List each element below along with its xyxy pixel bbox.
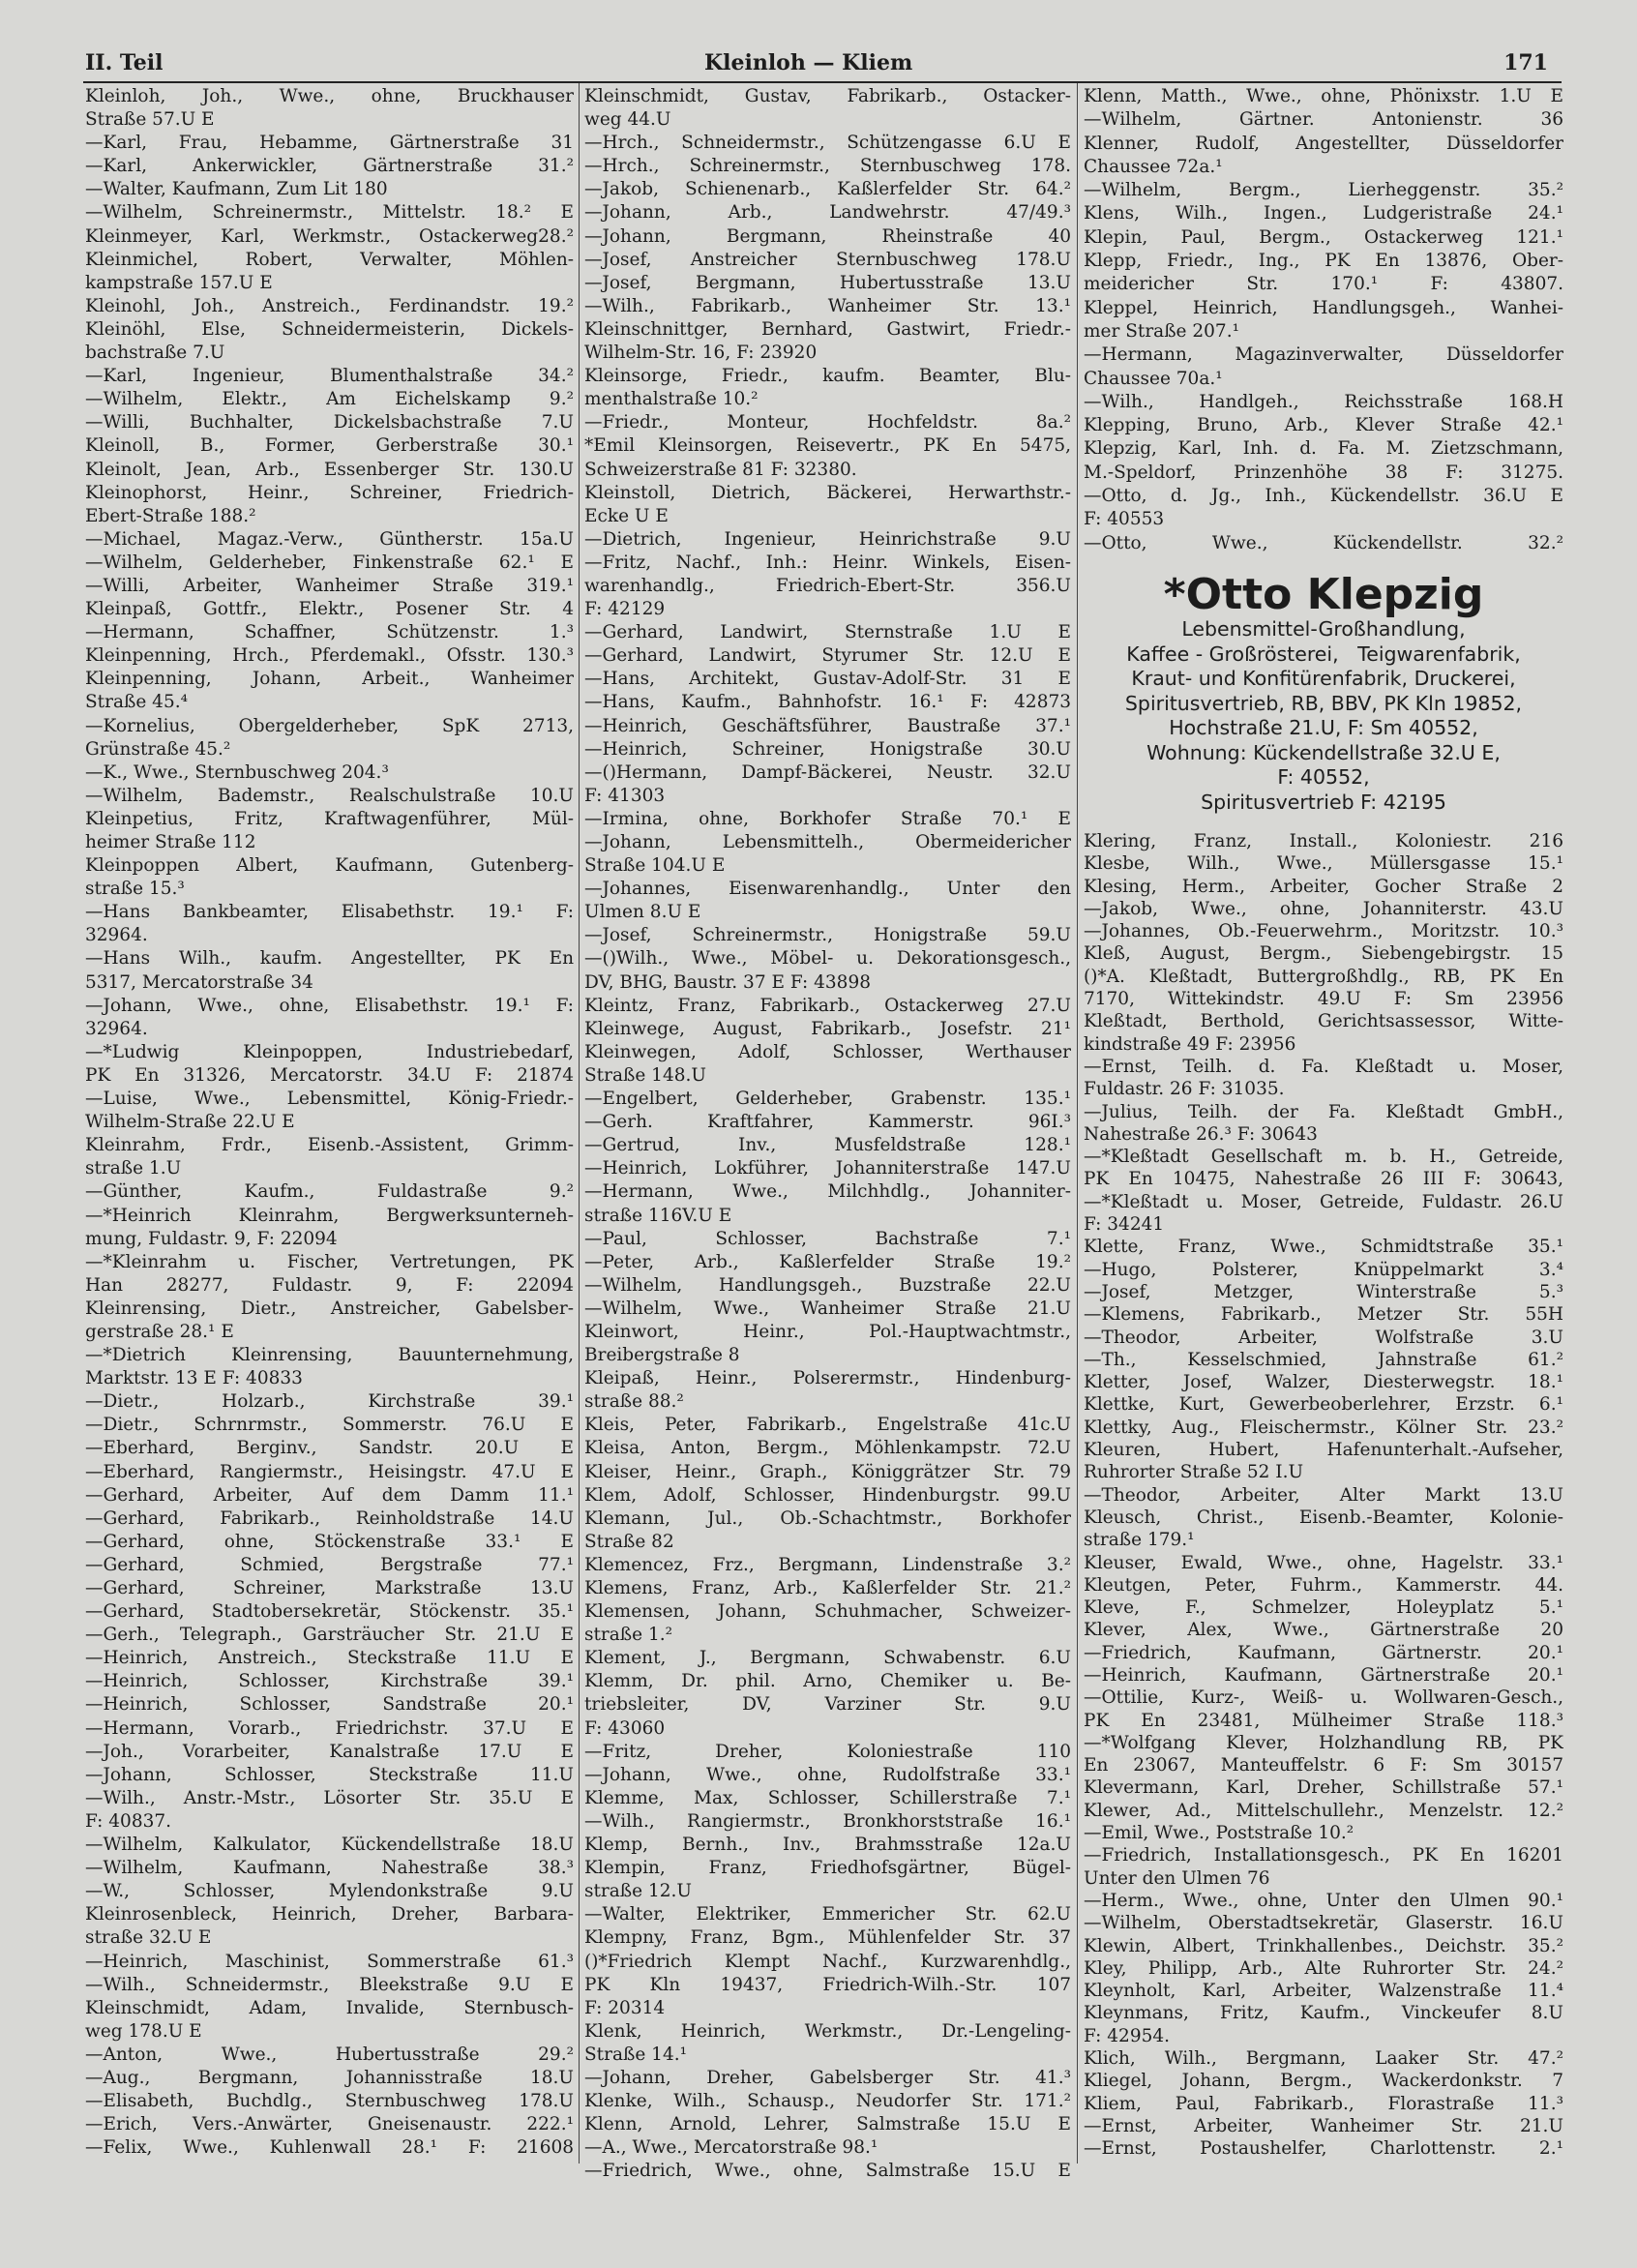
directory-entry-line: F: 20314 (584, 1997, 666, 2018)
directory-entry-line: —Johannes, Eisenwarenhandlg., Unter den (584, 879, 1071, 900)
directory-entry-line: 7170, Wittekindstr. 49.U F: Sm 23956 (1084, 989, 1563, 1010)
advertisement-line: Hochstraße 21.U, F: Sm 40552, (1169, 716, 1478, 739)
directory-entry-line: —Heinrich, Schreiner, Honigstraße 30.U (584, 738, 1071, 760)
directory-entry-line: F: 40837. (85, 1810, 172, 1832)
directory-entry-line: Breibergstraße 8 (584, 1345, 740, 1366)
directory-entry-line: Kleisa, Anton, Bergm., Möhlenkampstr. 72.U (584, 1438, 1071, 1459)
directory-entry-line: Kleinoll, B., Former, Gerberstraße 30.¹ (85, 435, 574, 457)
directory-entry-line: —Elisabeth, Buchdlg., Sternbuschweg 178.U (85, 2091, 574, 2112)
column-divider (1077, 83, 1078, 2164)
directory-entry-line: F: 40553 (1084, 509, 1165, 530)
directory-entry-line: mer Straße 207.¹ (1084, 320, 1239, 342)
directory-entry-line: —Walter, Elektriker, Emmericher Str. 62.U (584, 1904, 1071, 1925)
column-middle (584, 85, 1071, 2183)
directory-entry-line: —Josef, Anstreicher Sternbuschweg 178.U (584, 249, 1071, 270)
directory-entry-line: —Joh., Vorarbeiter, Kanalstraße 17.U E (85, 1741, 574, 1762)
directory-entry-line: —Johann, Arb., Landwehrstr. 47/49.³ (584, 202, 1071, 224)
directory-entry-line: Klepzig, Karl, Inh. d. Fa. M. Zietzschmann, (1084, 438, 1563, 460)
directory-entry-line: —*Kleßtadt Gesellschaft m. b. H., Getreide, (1084, 1147, 1563, 1168)
directory-entry-line: —Hans, Kaufm., Bahnhofstr. 16.¹ F: 42873 (584, 692, 1071, 713)
directory-entry-line: Schweizerstraße 81 F: 32380. (584, 459, 857, 480)
directory-entry-line: —Gerhard, Arbeiter, Auf dem Damm 11.¹ (85, 1484, 574, 1506)
directory-entry-line: —Hermann, Wwe., Milchhdlg., Johanniter- (584, 1181, 1071, 1203)
directory-entry-line: Kleinschmidt, Gustav, Fabrikarb., Ostacker- (584, 86, 1071, 106)
directory-entry-line: —Heinrich, Schlosser, Sandstraße 20.¹ (85, 1694, 574, 1716)
directory-entry-line: —Gerhard, Schmied, Bergstraße 77.¹ (85, 1554, 574, 1575)
directory-entry-line: Kleve, F., Schmelzer, Holeyplatz 5.¹ (1084, 1597, 1563, 1619)
directory-entry-line: —Erich, Vers.-Anwärter, Gneisenaustr. 222.¹ (85, 2114, 574, 2135)
directory-entry-line: Kleinolt, Jean, Arb., Essenberger Str. 130.U (85, 459, 574, 480)
directory-entry-line: —Luise, Wwe., Lebensmittel, König-Friedr.- (85, 1089, 574, 1110)
directory-entry-line: ()*A. Kleßtadt, Buttergroßhdlg., RB, PK En (1084, 966, 1563, 987)
directory-entry-line: Kleinschmidt, Adam, Invalide, Sternbusch- (85, 1997, 574, 2018)
directory-entry-line: —Hans Wilh., kaufm. Angestellter, PK En (85, 948, 574, 970)
directory-entry-line: —K., Wwe., Sternbuschweg 204.³ (85, 761, 389, 783)
directory-entry-line: —Josef, Metzger, Winterstraße 5.³ (1084, 1281, 1563, 1302)
directory-entry-line: —Johann, Wwe., ohne, Elisabethstr. 19.¹ F: (85, 995, 574, 1016)
directory-entry-line: Klepp, Friedr., Ing., PK En 13876, Ober- (1084, 251, 1563, 272)
directory-entry-line: —Johann, Lebensmittelh., Obermeidericher (584, 832, 1071, 852)
directory-entry-line: —*Wolfgang Klever, Holzhandlung RB, PK (1084, 1732, 1563, 1753)
directory-entry-line: weg 44.U (584, 109, 671, 131)
directory-entry-line: Klesbe, Wilh., Wwe., Müllersgasse 15.¹ (1084, 853, 1563, 875)
directory-entry-line: —Johann, Schlosser, Steckstraße 11.U (85, 1764, 574, 1785)
directory-entry-line: —Wilh., Handlgeh., Reichsstraße 168.H (1084, 391, 1563, 412)
directory-entry-line: —Gertrud, Inv., Musfeldstraße 128.¹ (584, 1135, 1071, 1156)
directory-entry-line: Straße 14.¹ (584, 2044, 688, 2065)
directory-entry-line: —Klemens, Fabrikarb., Metzer Str. 55H (1084, 1304, 1563, 1326)
column-divider (579, 83, 580, 2164)
advertisement-line: Wohnung: Kückendellstraße 32.U E, (1146, 740, 1501, 764)
directory-entry-line: Kleinpetius, Fritz, Kraftwagenführer, Mül- (85, 808, 574, 829)
directory-entry-line: —Josef, Schreinermstr., Honigstraße 59.U (584, 925, 1071, 946)
directory-entry-line: Klesing, Herm., Arbeiter, Gocher Straße 2 (1084, 876, 1563, 897)
directory-entry-line: —Herm., Wwe., ohne, Unter den Ulmen 90.¹ (1084, 1890, 1563, 1911)
directory-entry-line: —Hermann, Schaffner, Schützenstr. 1.³ (85, 622, 574, 643)
directory-entry-line: —Jakob, Wwe., ohne, Johanniterstr. 43.U (1084, 898, 1563, 919)
directory-entry-line: M.-Speldorf, Prinzenhöhe 38 F: 31275. (1084, 462, 1563, 483)
directory-entry-line: Kleinohl, Joh., Anstreich., Ferdinandstr. 19.² (85, 295, 574, 316)
directory-entry-line: —Emil, Wwe., Poststraße 10.² (1084, 1823, 1354, 1844)
directory-entry-line: —Willi, Buchhalter, Dickelsbachstraße 7.U (85, 412, 574, 433)
directory-entry-line: Klepin, Paul, Bergm., Ostackerweg 121.¹ (1084, 226, 1563, 248)
directory-entry-line: —()Wilh., Wwe., Möbel- u. Dekorationsgesch., (584, 948, 1071, 970)
directory-entry-line: Kleinpaß, Gottfr., Elektr., Posener Str. 4 (85, 599, 574, 620)
directory-entry-line: —Karl, Ingenieur, Blumenthalstraße 34.² (85, 366, 574, 387)
directory-entry-line: Kleipaß, Heinr., Polserermstr., Hindenburg- (584, 1368, 1071, 1389)
directory-entry-line: —Hrch., Schreinermstr., Sternbuschweg 178. (584, 156, 1071, 177)
directory-entry-line: triebsleiter, DV, Varziner Str. 9.U (584, 1694, 1071, 1716)
directory-entry-line: —A., Wwe., Mercatorstraße 98.¹ (584, 2137, 878, 2159)
directory-entry-line: Kleis, Peter, Fabrikarb., Engelstraße 41c.U (584, 1415, 1071, 1436)
directory-entry-line: Kleiser, Heinr., Graph., Königgrätzer Str. 79 (584, 1461, 1071, 1482)
directory-entry-line: kindstraße 49 F: 23956 (1084, 1033, 1296, 1055)
directory-entry-line: —Heinrich, Schlosser, Kirchstraße 39.¹ (85, 1671, 574, 1692)
directory-entry-line: Kleinmeyer, Karl, Werkmstr., Ostackerweg28.² (85, 225, 574, 247)
directory-entry-line: straße 88.² (584, 1391, 684, 1413)
directory-entry-line: —*Dietrich Kleinrensing, Bauunternehmung, (85, 1345, 574, 1366)
directory-entry-line: gerstraße 28.¹ E (85, 1321, 234, 1342)
directory-entry-line: Klenk, Heinrich, Werkmstr., Dr.-Lengeling- (584, 2020, 1071, 2042)
directory-entry-line: —Wilhelm, Wwe., Wanheimer Straße 21.U (584, 1298, 1071, 1319)
directory-entry-line: Chaussee 70a.¹ (1084, 368, 1223, 389)
directory-entry-line: Klevermann, Karl, Dreher, Schillstraße 57.¹ (1084, 1777, 1563, 1799)
directory-entry-line: menthalstraße 10.² (584, 389, 759, 410)
directory-entry-line: —Fritz, Nachf., Inh.: Heinr. Winkels, Eisen- (584, 552, 1071, 573)
directory-entry-line: —Felix, Wwe., Kuhlenwall 28.¹ F: 21608 (85, 2137, 574, 2159)
directory-entry-line: —Walter, Kaufmann, Zum Lit 180 (85, 179, 388, 200)
directory-entry-line: Kleinwegen, Adolf, Schlosser, Werthauser (584, 1041, 1071, 1062)
directory-entry-line: —Karl, Ankerwickler, Gärtnerstraße 31.² (85, 156, 574, 177)
directory-entry-line: Kleinsorge, Friedr., kaufm. Beamter, Blu- (584, 366, 1071, 387)
directory-entry-line: *Emil Kleinsorgen, Reisevertr., PK En 5475, (584, 435, 1071, 457)
directory-entry-line: straße 32.U E (85, 1927, 212, 1949)
directory-entry-line: Kleutgen, Peter, Fuhrm., Kammerstr. 44. (1084, 1574, 1563, 1596)
directory-entry-line: Klemp, Bernh., Inv., Brahmsstraße 12a.U (584, 1835, 1071, 1856)
directory-entry-line: straße 12.U (584, 1881, 692, 1902)
directory-entry-line: Kleinpenning, Johann, Arbeit., Wanheimer (85, 669, 574, 690)
directory-entry-line: Kleinstoll, Dietrich, Bäckerei, Herwarthstr.- (584, 482, 1071, 503)
directory-entry-line: En 23067, Manteuffelstr. 6 F: Sm 30157 (1084, 1755, 1563, 1776)
directory-entry-line: Kleynmans, Fritz, Kaufm., Vinckeufer 8.U (1084, 2003, 1563, 2024)
directory-entry-line: —Theodor, Arbeiter, Wolfstraße 3.U (1084, 1327, 1563, 1348)
advertisement-line: Kraut- und Konfitürenfabrik, Druckerei, (1131, 667, 1516, 690)
directory-entry-line: —Peter, Arb., Kaßlerfelder Straße 19.² (584, 1251, 1071, 1272)
page-number: 171 (1503, 50, 1548, 75)
directory-entry-line: Klewer, Ad., Mittelschullehr., Menzelstr. 12.² (1084, 1800, 1563, 1821)
directory-entry-line: —Friedrich, Kaufmann, Gärtnerstr. 20.¹ (1084, 1642, 1563, 1663)
directory-entry-line: Ulmen 8.U E (584, 902, 701, 923)
directory-entry-line: —Gerhard, Fabrikarb., Reinholdstraße 14.U (85, 1507, 574, 1529)
advertisement-line: Spiritusvertrieb, RB, BBV, PK Kln 19852, (1124, 691, 1523, 715)
directory-entry-line: —Hermann, Vorarb., Friedrichstr. 37.U E (85, 1717, 574, 1739)
directory-entry-line: —Johann, Bergmann, Rheinstraße 40 (584, 225, 1071, 247)
directory-entry-line: F: 41303 (584, 785, 666, 806)
directory-entry-line: —Michael, Magaz.-Verw., Güntherstr. 15a.U (85, 528, 574, 550)
directory-entry-line: —*Kleßtadt u. Moser, Getreide, Fuldastr. 26.U (1084, 1191, 1563, 1212)
directory-entry-line: Marktstr. 13 E F: 40833 (85, 1368, 303, 1389)
directory-entry-line: —Aug., Bergmann, Johannisstraße 18.U (85, 2067, 574, 2088)
directory-entry-line: —Friedr., Monteur, Hochfeldstr. 8a.² (584, 412, 1071, 433)
directory-entry-line: Klich, Wilh., Bergmann, Laaker Str. 47.² (1084, 2048, 1563, 2070)
column-left (85, 85, 574, 2160)
directory-entry-line: —Wilhelm, Kaufmann, Nahestraße 38.³ (85, 1858, 574, 1879)
directory-entry-line: Kleynholt, Karl, Arbeiter, Walzenstraße 11.⁴ (1084, 1981, 1563, 2002)
directory-entry-line: Straße 45.⁴ (85, 692, 189, 713)
directory-entry-line: —Dietr., Holzarb., Kirchstraße 39.¹ (85, 1391, 574, 1413)
directory-entry-line: Klempin, Franz, Friedhofsgärtner, Bügel- (584, 1858, 1071, 1879)
directory-entry-line: Kleinophorst, Heinr., Schreiner, Friedrich- (85, 482, 574, 503)
directory-entry-line: Kleinmichel, Robert, Verwalter, Möhlen- (85, 249, 574, 270)
directory-entry-line: PK En 23481, Mülheimer Straße 118.³ (1084, 1710, 1563, 1731)
directory-entry-line: —Wilh., Fabrikarb., Wanheimer Str. 13.¹ (584, 295, 1071, 316)
directory-entry-line: —Gerh. Kraftfahrer, Kammerstr. 96I.³ (584, 1112, 1071, 1133)
directory-entry-line: —Günther, Kaufm., Fuldastraße 9.² (85, 1181, 574, 1203)
directory-entry-line: Klemens, Franz, Arb., Kaßlerfelder Str. 21.² (584, 1578, 1071, 1598)
directory-entry-line: —Johann, Wwe., ohne, Rudolfstraße 33.¹ (584, 1764, 1071, 1785)
directory-entry-line: —Julius, Teilh. der Fa. Kleßtadt GmbH., (1084, 1101, 1563, 1122)
directory-entry-line: —Gerhard, Schreiner, Markstraße 13.U (85, 1578, 574, 1598)
directory-entry-line: warenhandlg., Friedrich-Ebert-Str. 356.U (584, 575, 1071, 596)
directory-entry-line: Klenke, Wilh., Schausp., Neudorfer Str. 171.² (584, 2091, 1071, 2112)
directory-entry-line: —Fritz, Dreher, Koloniestraße 110 (584, 1741, 1071, 1762)
header-rule (83, 81, 1562, 83)
directory-entry-line: —Otto, d. Jg., Inh., Kückendellstr. 36.U E (1084, 486, 1563, 507)
directory-entry-line: Straße 57.U E (85, 109, 215, 131)
directory-entry-line: Klever, Alex, Wwe., Gärtnerstraße 20 (1084, 1620, 1563, 1641)
directory-entry-line: —Gerh., Telegraph., Garsträucher Str. 21.U E (85, 1625, 574, 1646)
directory-entry-line: Klemensen, Johann, Schuhmacher, Schweizer- (584, 1601, 1071, 1623)
advertisement-line: Spiritusvertrieb F: 42195 (1201, 790, 1446, 814)
directory-entry-line: Klement, J., Bergmann, Schwabenstr. 6.U (584, 1648, 1071, 1669)
directory-entry-line: Kleinwort, Heinr., Pol.-Hauptwachtmstr., (584, 1321, 1071, 1342)
directory-entry-line: PK En 10475, Nahestraße 26 III F: 30643, (1084, 1169, 1563, 1190)
directory-entry-line: —Wilh., Rangiermstr., Bronkhorststraße 16.¹ (584, 1810, 1071, 1832)
directory-entry-line: Ruhrorter Straße 52 I.U (1084, 1462, 1304, 1483)
directory-entry-line: —Wilhelm, Handlungsgeh., Buzstraße 22.U (584, 1274, 1071, 1296)
directory-entry-line: —Jakob, Schienenarb., Kaßlerfelder Str. 64.² (584, 179, 1071, 200)
directory-entry-line: Kleuren, Hubert, Hafenunterhalt.-Aufseher, (1084, 1440, 1563, 1461)
directory-entry-line: Chaussee 72a.¹ (1084, 156, 1223, 177)
directory-entry-line: PK Kln 19437, Friedrich-Wilh.-Str. 107 (584, 1974, 1071, 1995)
directory-entry-line: —Gerhard, Landwirt, Styrumer Str. 12.U E (584, 645, 1071, 667)
directory-entry-line: straße 179.¹ (1084, 1530, 1195, 1551)
directory-entry-line: —Friedrich, Wwe., ohne, Salmstraße 15.U E (584, 2161, 1071, 2182)
directory-entry-line: Kleßtadt, Berthold, Gerichtsassessor, Witte- (1084, 1011, 1563, 1032)
directory-entry-line: —Irmina, ohne, Borkhofer Straße 70.¹ E (584, 808, 1071, 829)
directory-entry-line: Klemencez, Frz., Bergmann, Lindenstraße 3.² (584, 1554, 1071, 1575)
directory-entry-line: —Hrch., Schneidermstr., Schützengasse 6.U E (584, 133, 1071, 154)
directory-entry-line: —()Hermann, Dampf-Bäckerei, Neustr. 32.U (584, 761, 1071, 783)
directory-entry-line: —Wilhelm, Kalkulator, Kückendellstraße 18.U (85, 1835, 574, 1856)
directory-entry-line: —Otto, Wwe., Kückendellstr. 32.² (1084, 532, 1563, 553)
directory-entry-line: kampstraße 157.U E (85, 272, 273, 293)
column-right-bottom (1084, 830, 1563, 2161)
directory-entry-line: F: 34241 (1084, 1214, 1165, 1236)
directory-entry-line: —Wilhelm, Gelderheber, Finkenstraße 62.¹ E (85, 552, 574, 573)
directory-entry-line: Kleuser, Ewald, Wwe., ohne, Hagelstr. 33.¹ (1084, 1552, 1563, 1573)
directory-entry-line: Klemme, Max, Schlosser, Schillerstraße 7.¹ (584, 1787, 1071, 1808)
directory-entry-line: Kleintz, Franz, Fabrikarb., Ostackerweg 27.U (584, 995, 1071, 1016)
directory-entry-line: —Josef, Bergmann, Hubertusstraße 13.U (584, 272, 1071, 293)
directory-entry-line: Klenn, Arnold, Lehrer, Salmstraße 15.U E (584, 2114, 1071, 2135)
directory-entry-line: —*Heinrich Kleinrahm, Bergwerksunterneh- (85, 1205, 574, 1226)
directory-entry-line: —Wilhelm, Gärtner. Antonienstr. 36 (1084, 109, 1563, 131)
directory-entry-line: straße 1.² (584, 1625, 673, 1646)
directory-entry-line: —Paul, Schlosser, Bachstraße 7.¹ (584, 1228, 1071, 1249)
directory-entry-line: —Hans Bankbeamter, Elisabethstr. 19.¹ F: (85, 902, 574, 923)
directory-entry-line: —Hermann, Magazinverwalter, Düsseldorfer (1084, 344, 1563, 366)
directory-entry-line: —Theodor, Arbeiter, Alter Markt 13.U (1084, 1484, 1563, 1506)
advertisement-line: F: 40552, (1277, 765, 1370, 789)
directory-entry-line: —Heinrich, Kaufmann, Gärtnerstraße 20.¹ (1084, 1664, 1563, 1686)
directory-entry-line: Kliem, Paul, Fabrikarb., Florastraße 11.³ (1084, 2093, 1563, 2114)
directory-entry-line: Straße 148.U (584, 1064, 706, 1086)
directory-entry-line: —Wilh., Anstr.-Mstr., Lösorter Str. 35.U E (85, 1787, 574, 1808)
directory-entry-line: —Karl, Frau, Hebamme, Gärtnerstraße 31 (85, 133, 574, 154)
directory-entry-line: —Heinrich, Geschäftsführer, Baustraße 37.¹ (584, 715, 1071, 736)
directory-entry-line: Kletter, Josef, Walzer, Diesterwegstr. 18.¹ (1084, 1372, 1563, 1393)
directory-entry-line: Klemann, Jul., Ob.-Schachtmstr., Borkhofer (584, 1507, 1071, 1529)
directory-entry-line: —Wilhelm, Elektr., Am Eichelskamp 9.² (85, 389, 574, 410)
directory-entry-line: Klettky, Aug., Fleischermstr., Kölner Str. 23.² (1084, 1417, 1563, 1438)
directory-entry-line: Klettke, Kurt, Gewerbeoberlehrer, Erzstr. 6.¹ (1084, 1394, 1563, 1416)
directory-entry-line: —Willi, Arbeiter, Wanheimer Straße 319.¹ (85, 575, 574, 596)
directory-entry-line: —Ottilie, Kurz-, Weiß- u. Wollwaren-Gesch., (1084, 1687, 1563, 1709)
directory-entry-line: Kley, Philipp, Arb., Alte Ruhrorter Str. 24.² (1084, 1957, 1563, 1979)
directory-entry-line: Grünstraße 45.² (85, 738, 231, 760)
directory-entry-line: Wilhelm-Str. 16, F: 23920 (584, 343, 818, 364)
directory-entry-line: Klering, Franz, Install., Koloniestr. 216 (1084, 831, 1563, 851)
directory-entry-line: —Anton, Wwe., Hubertusstraße 29.² (85, 2044, 574, 2065)
directory-entry-line: —Heinrich, Maschinist, Sommerstraße 61.³ (85, 1951, 574, 1972)
directory-entry-line: —Ernst, Postaushelfer, Charlottenstr. 2.¹ (1084, 2138, 1563, 2160)
directory-entry-line: Nahestraße 26.³ F: 30643 (1084, 1123, 1318, 1145)
directory-entry-line: mung, Fuldastr. 9, F: 22094 (85, 1228, 338, 1249)
directory-entry-line: —*Kleinrahm u. Fischer, Vertretungen, PK (85, 1251, 574, 1272)
directory-entry-line: —Friedrich, Installationsgesch., PK En 16201 (1084, 1845, 1563, 1866)
directory-entry-line: —Dietrich, Ingenieur, Heinrichstraße 9.U (584, 528, 1071, 550)
directory-entry-line: heimer Straße 112 (85, 832, 256, 852)
directory-entry-line: —Ernst, Arbeiter, Wanheimer Str. 21.U (1084, 2115, 1563, 2136)
directory-entry-line: —Johann, Dreher, Gabelsberger Str. 41.³ (584, 2067, 1071, 2088)
directory-entry-line: —Kornelius, Obergelderheber, SpK 2713, (85, 715, 574, 736)
directory-entry-line: F: 42129 (584, 599, 666, 620)
directory-entry-line: —Hans, Architekt, Gustav-Adolf-Str. 31 E (584, 669, 1071, 690)
directory-entry-line: bachstraße 7.U (85, 343, 225, 364)
directory-entry-line: —Gerhard, Stadtobersekretär, Stöckenstr. 35.¹ (85, 1601, 574, 1623)
directory-entry-line: Ecke U E (584, 505, 669, 526)
directory-entry-line: —W., Schlosser, Mylendonkstraße 9.U (85, 1881, 574, 1902)
directory-entry-line: —*Ludwig Kleinpoppen, Industriebedarf, (85, 1041, 574, 1062)
directory-entry-line: 32964. (85, 1018, 148, 1039)
directory-entry-line: Ebert-Straße 188.² (85, 505, 256, 526)
advertisement-otto-klepzig (1084, 570, 1563, 815)
page-header (85, 50, 1558, 83)
directory-entry-line: —Engelbert, Gelderheber, Grabenstr. 135.¹ (584, 1089, 1071, 1110)
directory-entry-line: —Heinrich, Lokführer, Johanniterstraße 147.U (584, 1158, 1071, 1179)
directory-entry-line: Fuldastr. 26 F: 31035. (1084, 1079, 1285, 1100)
directory-entry-line: Klewin, Albert, Trinkhallenbes., Deichstr. 35.² (1084, 1935, 1563, 1956)
directory-entry-line: —Wilh., Schneidermstr., Bleekstraße 9.U E (85, 1974, 574, 1995)
directory-entry-line: Kleinöhl, Else, Schneidermeisterin, Dickels- (85, 318, 574, 340)
directory-entry-line: Kleinwege, August, Fabrikarb., Josefstr. 21¹ (584, 1018, 1071, 1039)
directory-entry-line: Kleinpenning, Hrch., Pferdemakl., Ofsstr. 130.³ (85, 645, 574, 667)
directory-entry-line: Kleppel, Heinrich, Handlungsgeh., Wanhei- (1084, 297, 1563, 318)
directory-entry-line: Klemm, Dr. phil. Arno, Chemiker u. Be- (584, 1671, 1071, 1692)
directory-entry-line: —Ernst, Teilh. d. Fa. Kleßtadt u. Moser, (1084, 1056, 1563, 1077)
directory-entry-line: Kleinloh, Joh., Wwe., ohne, Bruckhauser (85, 86, 574, 106)
directory-entry-line: Straße 82 (584, 1531, 674, 1552)
directory-entry-line: 5317, Mercatorstraße 34 (85, 971, 313, 993)
directory-entry-line: —Hugo, Polsterer, Knüppelmarkt 3.⁴ (1084, 1259, 1563, 1280)
directory-entry-line: meidericher Str. 170.¹ F: 43807. (1084, 274, 1563, 295)
directory-entry-line: Straße 104.U E (584, 855, 726, 877)
directory-entry-line: Klem, Adolf, Schlosser, Hindenburgstr. 99.U (584, 1484, 1071, 1506)
directory-entry-line: Klens, Wilh., Ingen., Ludgeristraße 24.¹ (1084, 203, 1563, 224)
directory-entry-line: Han 28277, Fuldastr. 9, F: 22094 (85, 1274, 574, 1296)
directory-entry-line: —Wilhelm, Bergm., Lierheggenstr. 35.² (1084, 180, 1563, 201)
directory-entry-line: Klenn, Matth., Wwe., ohne, Phönixstr. 1.U E (1084, 86, 1563, 106)
directory-entry-line: —Eberhard, Rangiermstr., Heisingstr. 47.U E (85, 1461, 574, 1482)
directory-entry-line: straße 1.U (85, 1158, 182, 1179)
advertisement-line: Lebensmittel-Großhandlung, (1181, 617, 1466, 641)
directory-entry-line: Kleinrosenbleck, Heinrich, Dreher, Barbara- (85, 1904, 574, 1925)
advertisement-title: *Otto Klepzig (1163, 570, 1484, 619)
running-title: Kleinloh — Kliem (704, 50, 913, 75)
directory-entry-line: PK En 31326, Mercatorstr. 34.U F: 21874 (85, 1064, 574, 1086)
directory-entry-line: weg 178.U E (85, 2020, 202, 2042)
directory-entry-line: —Wilhelm, Oberstadtsekretär, Glaserstr. 16.U (1084, 1913, 1563, 1934)
directory-entry-line: Kleusch, Christ., Eisenb.-Beamter, Kolonie- (1084, 1507, 1563, 1528)
directory-entry-line: Kleinschnittger, Bernhard, Gastwirt, Friedr.- (584, 318, 1071, 340)
directory-entry-line: —Gerhard, Landwirt, Sternstraße 1.U E (584, 622, 1071, 643)
column-right-top (1084, 85, 1563, 555)
directory-entry-line: —Gerhard, ohne, Stöckenstraße 33.¹ E (85, 1531, 574, 1552)
directory-entry-line: —Wilhelm, Bademstr., Realschulstraße 10.U (85, 785, 574, 806)
directory-entry-line: Kleinrensing, Dietr., Anstreicher, Gabelsber- (85, 1298, 574, 1319)
directory-entry-line: Kleinrahm, Frdr., Eisenb.-Assistent, Grimm- (85, 1135, 574, 1156)
directory-entry-line: straße 15.³ (85, 879, 185, 900)
advertisement-line: Kaffee - Großrösterei, Teigwarenfabrik, (1126, 642, 1521, 666)
directory-entry-line: —Wilhelm, Schreinermstr., Mittelstr. 18.² E (85, 202, 574, 224)
directory-entry-line: DV, BHG, Baustr. 37 E F: 43898 (584, 971, 871, 993)
directory-entry-line: 32964. (85, 925, 148, 946)
directory-entry-line: F: 42954. (1084, 2025, 1171, 2046)
directory-entry-line: —Th., Kesselschmied, Jahnstraße 61.² (1084, 1349, 1563, 1370)
section-label: II. Teil (85, 50, 164, 75)
directory-entry-line: F: 43060 (584, 1717, 666, 1739)
directory-entry-line: —Eberhard, Berginv., Sandstr. 20.U E (85, 1438, 574, 1459)
directory-entry-line: ()*Friedrich Klempt Nachf., Kurzwarenhdlg., (584, 1951, 1071, 1972)
directory-entry-line: —Dietr., Schrnrmstr., Sommerstr. 76.U E (85, 1415, 574, 1436)
directory-entry-line: Unter den Ulmen 76 (1084, 1867, 1270, 1889)
directory-entry-line: straße 116V.U E (584, 1205, 732, 1226)
directory-entry-line: Klette, Franz, Wwe., Schmidtstraße 35.¹ (1084, 1237, 1563, 1258)
directory-entry-line: Klepping, Bruno, Arb., Klever Straße 42.¹ (1084, 415, 1563, 436)
directory-entry-line: Klenner, Rudolf, Angestellter, Düsseldorfer (1084, 133, 1563, 154)
directory-entry-line: Kliegel, Johann, Bergm., Wackerdonkstr. 7 (1084, 2071, 1563, 2092)
directory-entry-line: Klempny, Franz, Bgm., Mühlenfelder Str. 37 (584, 1927, 1071, 1949)
directory-entry-line: —Johannes, Ob.-Feuerwehrm., Moritzstr. 10.³ (1084, 921, 1563, 942)
directory-entry-line: Kleß, August, Bergm., Siebengebirgstr. 15 (1084, 943, 1563, 965)
directory-entry-line: Wilhelm-Straße 22.U E (85, 1112, 295, 1133)
directory-entry-line: —Heinrich, Anstreich., Steckstraße 11.U E (85, 1648, 574, 1669)
directory-entry-line: Kleinpoppen Albert, Kaufmann, Gutenberg- (85, 855, 574, 877)
